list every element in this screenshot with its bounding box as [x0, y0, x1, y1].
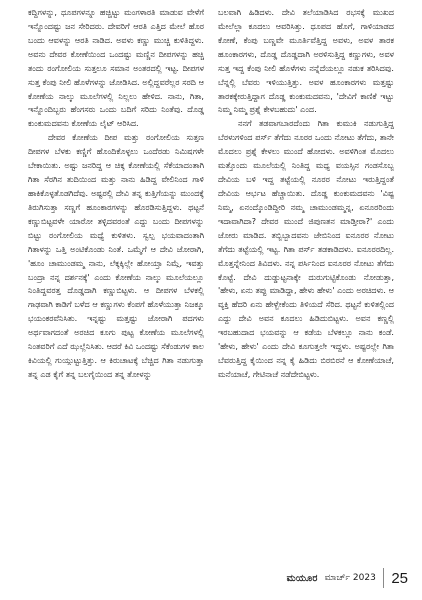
issue-date: ಮಾರ್ಚ್ 2023 [324, 573, 376, 583]
page-number: 25 [391, 569, 408, 587]
article-paragraph: ಕದ್ದಿಗಳನ್ನು, ಧೂಪಗಳನ್ನೂ ಹಚ್ಚಿಟ್ಟು ಮಂಗಳಾರತಿ ಮಾಡುವ ವೇಳೆಗೆ ಇನ್ನೊಂದಷ್ಟು ಜನ ಸೇರಿದರು. ದೇವರಿಗೆ ಆರತಿ ಎತ್ತಿದ ಮೇಲೆ ಹೊರ ಬಂದು ಆವಳನ್ನು ಆರತಿ ನಾಡಿದ. ಅವಳು ಕಣ್ಣು ಮುಚ್ಚಿ ಕುಳಿತಿದ್ದಳು. ಅವನು ದೇವರ ಕೋಣೆಯಿಂದ ಒಂದಷ್ಟು ಮಣ್ಣಿನ ದೀಪಗಳನ್ನು ಹಚ್ಚಿ ತಂದು ರಂಗೋಲಿಯ ಸುತ್ತಲೂ ಸಮಾನ ಅಂತರದಲ್ಲಿ ಇಟ್ಟ. ದೀಪಗಳ ಸುತ್ತ ಕೆಂಪು ನೀಲಿ ಹೊಳೆಗಳನ್ನು ಜೋಡಿಸಿದ. ಅಲ್ಲಿದ್ದವರೆಲ್ಲರ ಸರದಿ ಆ ಕೋಣೆಯ ನಾಲ್ಕು ಮೂಲೆಗಳಲ್ಲಿ ನಿಲ್ಲಲು ಹೇಳಿದ. ನಾನು, ಗಿತಾ, ಇನ್ನೊಂದಿಬ್ಬರು ಹೆಂಗಸರು ಒಂದು ಬದಿಗೆ ಸರಿದು ನಿಂತೆವು. ದೊಡ್ಡ ಕುಂಕುಮದವನು ಕೋಣೆಯ ಲೈಟ್ ಆರಿಸಿದ. [28, 8, 204, 129]
article-paragraph: ನನಗೆ ತಡವಾಗಬಾರದೆಂದು ಗಿತಾ ಕುಮುಕಿ ನಡುಗುತ್ತಿದ್ದ ಬೆರಳುಗಳಿಂದ ಪರ್ಸ್ ತೆಗೆದು ನೂರರ ಒಂದು ನೋಟು ತೆಗೆದು, ತಾನೇ ಮೊದಲು ಪ್ರಶ್ನೆ ಕೇಳಲು ಮುಂದೆ ಹೋದಳು. ಅವಳಿಗಿಂತ ಮೊದಲು ಮತ್ತೊಂದು ಮೂಲೆಯಲ್ಲಿ ನಿಂತಿದ್ದ ಮಧ್ಯ ವಯಸ್ಸಿನ ಗಂಡಸೊಬ್ಬ ದೇವಿಯ ಬಳಿ ಇದ್ದ ತಟ್ಟೆಯಲ್ಲಿ ನೂರರ ನೋಟು ಇರುತ್ತಿದ್ದಂತೆ ದೇವಿಯ ಆರ್ಭಟ ಹೆಚ್ಚಾಯಿತು. ದೊಡ್ಡ ಕುಂಕುಮದವನು 'ವಿಷ್ಟ ನಿಮ್ಮ, ಏನಂದ್ಕೊಂಡಿದ್ದೀರಿ ನಮ್ಮ ಚಾಮುಂಡಮ್ಮನ್ನ, ಏನೂರರಿಂದು ಇದಾವಾಗಿದಾ? ದೇವರ ಮುಂದೆ ಜಿಪುಣತನ ಮಾಡ್ತೀರಾ?' ಎಂದು ಜೋರು ಮಾಡಿದ. ತಬ್ಬಿಬ್ಬಾದವನು ಜೇಬಿನಿಂದ ಐನೂರರ ನೋಟು ತೆಗೆದು ತಟ್ಟೆಯಲ್ಲಿ ಇಟ್ಟ. ಗಿತಾ ಪರ್ಸ್ ತಡಕಾಡಿದಳು. ಐನೂರರದಿಲ್ಲ. ಮೊತ್ತನ್ನೇನಿಂದ ತಿವಿದಳು. ನನ್ನ ಪರ್ಸಿನಿಂದ ಐನೂರರ ನೋಟು ತೆಗೆದು ಕೊಟ್ಟೆ. ದೇವಿ ದುಡ್ಡುಟ್ಟನಾಕ್ಕೇ ದುರುಗುಟ್ಟಿಕೊಂಡು ನೋಡುತ್ತಾ, 'ಹೇಳು, ಏನು ತಪ್ಪು ಮಾಡಿದ್ದಾ, ಹೇಳು ಹೇಳು' ಎಂದು ಅರಚಿದಳು. ಆ ವ್ಯಕ್ತಿ ಹೆದರಿ ಏನು ಹೇಳ್ಬೇಕೆಂದು ತಿಳಿಯದೆ ಸೆರಿದ. ಥಟ್ಟನೆ ಕುಳಿತಲ್ಲಿಂದ ಎದ್ದು ದೇವಿ ಅವನ ಕೂದಲು ಹಿಡಿದುಬಿಟ್ಟಳು. ಅವನ ಕಣ್ಣಲ್ಲಿ ಇರಬಹುದಾದ ಭಯವನ್ನು ಆ ಕಡೆಯ ಬೆಳಕಲ್ಲೂ ನಾನು ಕಂಡೆ. 'ಹೇಳು, ಹೇಳು' ಎಂದು ದೇವಿ ಕೂಗುತ್ತಲೇ ಇದ್ದಳು. ಅಷ್ಟರಲ್ಲೇ ಗಿತಾ ಬೆವರುತ್ತಿದ್ದ ಕೈಯಿಂದ ನನ್ನ ಕೈ ಹಿಡಿದು ಬಿರಬಿರನೆ ಆ ಕೋಣೆಯಾಚೆ, ಮನೆಯಾಚೆ, ಗೇಟಿನಾಚೆ ನಡೆದೇಬಿಟ್ಟಳು. [218, 119, 394, 379]
article-paragraph: ಬಲವಾಗಿ ಹಿಡಿದಳು. ದೇವಿ ತಲೆಯಾಡಿಸಿದ ರಭಸಕ್ಕೆ ಮುಖದ ಮೇಲೆಲ್ಲಾ ಕೂದಲು ಆವರಿಸಿತ್ತು. ಧೂಪದ ಹೊಗೆ, ಗಾಳಿಯಾಡದ ಕೋಣೆ, ಕೆಂಪು ಬಣ್ಣವೇ ಮೂರ್ತಿವೆತ್ತಿದ್ದ ಅವಳು, ಅವಳ ತಾರಕ ಹೂಂಕಾರಗಳು, ದೊಡ್ಡ ದೊಡ್ಡದಾಗಿ ಅರಳಿಸುತ್ತಿದ್ದ ಕಣ್ಣುಗಳು, ಅವಳ ಸುತ್ತ ಇದ್ದ ಕೆಂಪು ನೀಲಿ ಹೊಳೆಗಳು ನನ್ನೆದೆಯಲ್ಲೂ ನಡುಕ ತರಿಸಿದವು. ಬೆನ್ನಲ್ಲಿ ಬೆವರು ಇಳಿಯುತ್ತಿತ್ತು. ಅವಳ ಹೂಂಕಾರಗಳು ಮತ್ತಷ್ಟು ತಾರಕಕ್ಕೇರುತ್ತಿದ್ದಾಗ ದೊಡ್ಡ ಕುಂಕುಮದವನು, 'ದೇವಿಗೆ ಕಾಣಿಕೆ ಇಟ್ಟು ನಿಮ್ಮ ನಿಮ್ಮ ಪ್ರಶ್ನೆ ಕೇಳಬಹುದು' ಎಂದ. [218, 8, 394, 115]
page-footer [287, 566, 408, 590]
article-column-right [218, 6, 394, 566]
article-column-left [28, 6, 204, 566]
footer-divider [383, 568, 385, 588]
magazine-name: ಮಯೂರ [286, 572, 318, 584]
article-paragraph: ದೇವರ ಕೋಣೆಯ ದೀಪ ಮತ್ತು ರಂಗೋಲಿಯ ಸುತ್ತಣ ದೀಪಗಳ ಬೆಳಕು ಕಣ್ಣಿಗೆ ಹೊಂದಿಕೊಳ್ಳಲು ಒಂದೆರಡು ನಿಮಿಷಗಳೇ ಬೇಕಾಯಿತು. ಅಷ್ಟು ಜನರಿದ್ದ ಆ ಚಿಕ್ಕ ಕೋಣೆಯಲ್ಲಿ ಸೆಕೆಯಾದಂತಾಗಿ ಗಿತಾ ಸೆರಗಿನ ತುದಿಯಿಂದ ಮತ್ತು ನಾನು ಹಿಡಿದ್ದ ವೇಲಿನಿಂದ ಗಾಳಿ ಹಾಕಿಕೊಳ್ಳತೊಡಗಿದೆವು. ಅಷ್ಟರಲ್ಲಿ ದೇವಿ ತನ್ನ ಕುತ್ತಿಗೆಯನ್ನು ಮುಂದಕ್ಕೆ ತಿರುಗಿಸುತ್ತಾ ಸಣ್ಣಗೆ ಹೂಂಕಾರಗಳನ್ನು ಹೊರಡಿಸುತ್ತಿದ್ದಳು. ಥಟ್ಟನೆ ಕಣ್ಣುಬಿಟ್ಟವಳೇ ಯಾರೋ ತಳ್ಳಿದವರಂತೆ ಎದ್ದು ಬಂದು ದೀಪಗಳನ್ನು ಬಿಟ್ಟು ರಂಗೋಲಿಯ ಮಧ್ಯೆ ಕುಳಿತಳು. ಸ್ವಲ್ಪ ಭಯವಾದಂತಾಗಿ ಗಿತಾಳನ್ನು ಒತ್ತಿ ಅಂಟಿಕೊಂಡು ನಿಂತೆ. ಒಮ್ಮೆಗೆ ಆ ದೇವಿ ಜೋರಾಗಿ, 'ಹೂಂ ಚಾಮುಂಡಮ್ಮ ನಾನು, ಲೆಕ್ಕಕ್ಕಿಲ್ಲೇ ಹೋಯ್ತಾ ನಿಮ್ಗೆ, ಇವತ್ತು ಬಂದ್ರಾ ನನ್ನ ದರ್ಶನಕ್ಕೆ' ಎಂದು ಕೋಣೆಯ ನಾಲ್ಕು ಮೂಲೆಯಲ್ಲೂ ನಿಂತಿದ್ದವರತ್ತ ದೊಡ್ಡದಾಗಿ ಕಣ್ಣುಬಿಟ್ಟಳು. ಆ ದೀಪಗಳ ಬೆಳಕಲ್ಲಿ ಗಾಢವಾಗಿ ಕಾಡಿಗೆ ಬಳೆದ ಆ ಕಣ್ಣುಗಳು ಕೆಂಪಗೆ ಹೊಳೆಯುತ್ತಾ ನಿಜಕ್ಕೂ ಭಯಂಕರವೆನಿಸಿತು. ಇನ್ನಷ್ಟು ಮತ್ತಷ್ಟು ಜೋರಾಗಿ ಪದಗಳು ಅರ್ಥವಾಗದಂತೆ ಅರಚಿದ ಕೂಗು ಪುಟ್ಟ ಕೋಣೆಯ ಮೂಲೆಗಳಲ್ಲಿ ನಿಂತವರಿಗೆ ಎದೆ ಝಲ್ಲೆನಿಸಿತು. ಆದರೆ ಕಿವಿ ಒಂದಷ್ಟು ಸೆಕೆಂಡುಗಳ ಕಾಲ ಕಿವಿಯಲ್ಲಿ ಗುಯ್ಗುಟ್ಟುತ್ತಿತ್ತು. ಆ ಕಿರುಚಾಟಕ್ಕೆ ಬೆಚ್ಚಿದ ಗಿತಾ ನಡುಗುತ್ತಾ ತನ್ನ ಎಡ ಕೈಗೆ ತನ್ನ ಬಲಗೈಯಿಂದ ತನ್ನ ತೋಳನ್ನು [28, 133, 204, 379]
